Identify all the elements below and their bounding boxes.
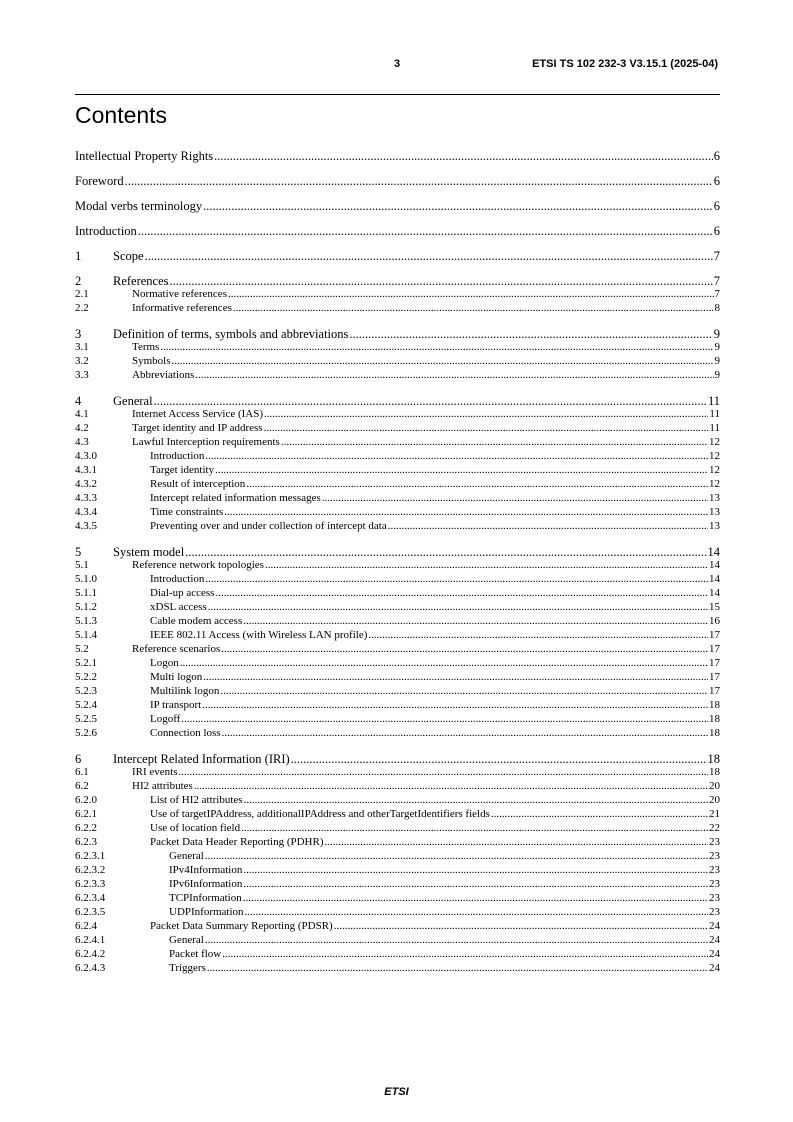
toc-entry-page: 7 — [714, 288, 720, 300]
dot-leader — [205, 850, 708, 862]
toc-entry[interactable] — [75, 492, 720, 504]
toc-entry[interactable] — [75, 369, 720, 381]
toc-entry-page: 6 — [713, 199, 720, 213]
toc-entry-title: IP transport — [150, 699, 202, 711]
dot-leader — [245, 906, 708, 918]
toc-entry-page: 23 — [709, 836, 720, 848]
toc-entry-title: Lawful Interception requirements — [132, 436, 280, 448]
toc-entry[interactable] — [75, 327, 720, 342]
toc-entry-title: Multilink logon — [150, 685, 220, 697]
toc-entry-number: 3.2 — [75, 355, 89, 367]
document-title: ETSI TS 102 232-3 V3.15.1 (2025-04) — [532, 58, 718, 70]
dot-leader — [243, 878, 708, 890]
toc-entry[interactable] — [75, 699, 720, 711]
dot-leader — [172, 355, 714, 367]
footer-logo-text: ETSI — [384, 1086, 409, 1098]
toc-entry[interactable] — [75, 766, 720, 778]
toc-entry-title: Time constraints — [150, 506, 224, 518]
toc-entry-page: 9 — [714, 369, 720, 381]
toc-entry[interactable] — [75, 545, 720, 560]
toc-entry-title: Normative references — [132, 288, 227, 300]
toc-entry-title: TCPInformation — [169, 892, 242, 904]
toc-entry[interactable] — [75, 149, 720, 164]
toc-entry[interactable] — [75, 587, 720, 599]
toc-entry[interactable] — [75, 573, 720, 585]
toc-entry-number: 3.3 — [75, 369, 89, 381]
toc-entry[interactable] — [75, 302, 720, 314]
toc-entry-title: IPv4Information — [169, 864, 243, 876]
toc-entry-number: 6.2 — [75, 780, 89, 792]
dot-leader — [222, 948, 708, 960]
toc-entry-page: 7 — [713, 274, 720, 288]
dot-leader — [224, 506, 708, 518]
toc-entry-number: 4.3.4 — [75, 506, 97, 518]
toc-entry-title: Modal verbs terminology — [75, 199, 203, 213]
toc-entry[interactable] — [75, 892, 720, 904]
toc-entry-title: Introduction — [150, 573, 205, 585]
dot-leader — [138, 224, 713, 239]
toc-entry[interactable] — [75, 408, 720, 420]
toc-entry[interactable] — [75, 727, 720, 739]
toc-entry-title: References — [113, 274, 169, 288]
toc-entry-page: 11 — [709, 422, 720, 434]
toc-entry[interactable] — [75, 478, 720, 490]
dot-leader — [334, 920, 708, 932]
dot-leader — [203, 671, 708, 683]
toc-entry[interactable] — [75, 422, 720, 434]
toc-entry-number: 6.2.3.2 — [75, 864, 106, 876]
dot-leader — [349, 327, 712, 342]
toc-entry-number: 6.2.3.3 — [75, 878, 106, 890]
toc-entry-page: 24 — [709, 920, 720, 932]
toc-entry-page: 13 — [709, 492, 720, 504]
dot-leader — [205, 573, 708, 585]
toc-entry-title: Cable modem access — [150, 615, 243, 627]
toc-entry-page: 18 — [709, 699, 720, 711]
toc-entry-title: Target identity — [150, 464, 215, 476]
toc-entry[interactable] — [75, 643, 720, 655]
toc-entry-number: 4 — [75, 394, 82, 408]
toc-entry-page: 7 — [713, 249, 720, 263]
dot-leader — [215, 464, 708, 476]
dot-leader — [325, 836, 708, 848]
toc-entry[interactable] — [75, 794, 720, 806]
toc-entry-number: 4.3 — [75, 436, 89, 448]
toc-entry[interactable] — [75, 506, 720, 518]
dot-leader — [388, 520, 708, 532]
dot-leader — [202, 699, 708, 711]
toc-entry-page: 24 — [709, 962, 720, 974]
toc-entry-number: 6.2.3 — [75, 836, 97, 848]
toc-entry-title: System model — [113, 545, 185, 559]
toc-entry-number: 4.1 — [75, 408, 89, 420]
toc-entry-number: 1 — [75, 249, 82, 263]
dot-leader — [203, 199, 713, 214]
dot-leader — [233, 302, 714, 314]
toc-entry-number: 5.2.1 — [75, 657, 97, 669]
toc-entry[interactable] — [75, 671, 720, 683]
toc-entry-page: 23 — [709, 864, 720, 876]
dot-leader — [215, 587, 708, 599]
toc-entry-title: Intellectual Property Rights — [75, 149, 214, 163]
toc-entry-number: 6.2.4.3 — [75, 962, 106, 974]
dot-leader — [281, 436, 708, 448]
toc-entry-number: 4.2 — [75, 422, 89, 434]
toc-entry-number: 5.1 — [75, 559, 89, 571]
toc-entry-page: 22 — [709, 822, 720, 834]
toc-entry-title: Logoff — [150, 713, 181, 725]
toc-entry-page: 6 — [713, 174, 720, 188]
toc-entry-number: 5.2.6 — [75, 727, 97, 739]
toc-entry-number: 3.1 — [75, 341, 89, 353]
toc-entry[interactable] — [75, 878, 720, 890]
toc-entry-page: 9 — [713, 327, 720, 341]
toc-entry-title: Intercept Related Information (IRI) — [113, 752, 290, 766]
toc-entry-number: 6.2.4.1 — [75, 934, 106, 946]
toc-entry-number: 6.2.4 — [75, 920, 97, 932]
toc-entry-title: Terms — [132, 341, 160, 353]
toc-entry-number: 5 — [75, 545, 82, 559]
toc-entry-title: Dial-up access — [150, 587, 215, 599]
toc-entry[interactable] — [75, 394, 720, 409]
toc-entry-page: 20 — [709, 780, 720, 792]
dot-leader — [145, 249, 713, 264]
toc-entry-number: 5.2.5 — [75, 713, 97, 725]
toc-entry[interactable] — [75, 962, 720, 974]
toc-entry-page: 12 — [709, 464, 720, 476]
toc-entry[interactable] — [75, 713, 720, 725]
toc-entry-title: Packet flow — [169, 948, 222, 960]
toc-entry[interactable] — [75, 864, 720, 876]
toc-entry[interactable] — [75, 199, 720, 214]
toc-entry[interactable] — [75, 934, 720, 946]
toc-entry-number: 6.1 — [75, 766, 89, 778]
toc-entry-number: 4.3.0 — [75, 450, 97, 462]
toc-entry[interactable] — [75, 601, 720, 613]
toc-entry-number: 5.1.1 — [75, 587, 97, 599]
toc-entry-title: Reference scenarios — [132, 643, 221, 655]
toc-entry-title: Introduction — [150, 450, 205, 462]
dot-leader — [368, 629, 708, 641]
toc-entry-number: 6.2.1 — [75, 808, 97, 820]
toc-entry-page: 11 — [709, 408, 720, 420]
dot-leader — [243, 615, 708, 627]
toc-entry-page: 14 — [709, 587, 720, 599]
toc-entry-title: IRI events — [132, 766, 178, 778]
toc-entry-number: 6.2.0 — [75, 794, 97, 806]
toc-entry-title: HI2 attributes — [132, 780, 193, 792]
toc-entry-title: Intercept related information messages — [150, 492, 321, 504]
dot-leader — [125, 174, 713, 189]
toc-entry[interactable] — [75, 822, 720, 834]
toc-entry[interactable] — [75, 464, 720, 476]
toc-entry-number: 2.1 — [75, 288, 89, 300]
toc-entry-number: 4.3.2 — [75, 478, 97, 490]
toc-entry-page: 18 — [707, 752, 720, 766]
dot-leader — [265, 559, 708, 571]
dot-leader — [243, 864, 708, 876]
dot-leader — [291, 752, 707, 767]
toc-entry-page: 15 — [709, 601, 720, 613]
toc-entry-title: Triggers — [169, 962, 206, 974]
dot-leader — [241, 822, 708, 834]
toc-entry-number: 6.2.3.4 — [75, 892, 106, 904]
toc-entry[interactable] — [75, 906, 720, 918]
toc-entry-number: 5.1.2 — [75, 601, 97, 613]
dot-leader — [264, 422, 709, 434]
toc-entry[interactable] — [75, 657, 720, 669]
toc-entry-title: General — [169, 850, 204, 862]
toc-entry-page: 9 — [714, 341, 720, 353]
toc-entry[interactable] — [75, 341, 720, 353]
toc-entry-page: 14 — [709, 559, 720, 571]
dot-leader — [195, 369, 713, 381]
toc-entry-page: 13 — [709, 506, 720, 518]
toc-entry-page: 21 — [709, 808, 720, 820]
toc-entry-page: 6 — [713, 149, 720, 163]
toc-entry-page: 12 — [709, 450, 720, 462]
toc-entry-page: 12 — [709, 478, 720, 490]
toc-entry-title: Logon — [150, 657, 179, 669]
toc-entry-title: General — [169, 934, 204, 946]
toc-entry-title: General — [113, 394, 153, 408]
toc-entry-page: 23 — [709, 906, 720, 918]
toc-entry-title: Use of location field — [150, 822, 241, 834]
toc-entry-title: Packet Data Header Reporting (PDHR) — [150, 836, 324, 848]
toc-entry-title: xDSL access — [150, 601, 207, 613]
toc-entry-title: Result of interception — [150, 478, 246, 490]
toc-entry-title: Multi logon — [150, 671, 203, 683]
toc-entry-page: 12 — [709, 436, 720, 448]
toc-entry[interactable] — [75, 355, 720, 367]
dot-leader — [194, 780, 708, 792]
toc-entry-number: 5.2.4 — [75, 699, 97, 711]
toc-entry-page: 9 — [714, 355, 720, 367]
dot-leader — [246, 478, 708, 490]
toc-entry-title: Informative references — [132, 302, 232, 314]
toc-entry-number: 3 — [75, 327, 82, 341]
toc-entry-page: 17 — [709, 657, 720, 669]
toc-entry[interactable] — [75, 615, 720, 627]
toc-entry-page: 11 — [707, 394, 720, 408]
dot-leader — [222, 727, 708, 739]
dot-leader — [264, 408, 708, 420]
dot-leader — [322, 492, 708, 504]
toc-entry[interactable] — [75, 174, 720, 189]
toc-entry-number: 5.2 — [75, 643, 89, 655]
toc-entry-title: Scope — [113, 249, 144, 263]
toc-entry-number: 4.3.5 — [75, 520, 97, 532]
toc-entry-title: Packet Data Summary Reporting (PDSR) — [150, 920, 333, 932]
toc-entry-page: 17 — [709, 685, 720, 697]
toc-entry[interactable] — [75, 249, 720, 264]
toc-entry-title: Introduction — [75, 224, 137, 238]
toc-entry-number: 5.1.0 — [75, 573, 97, 585]
toc-entry-page: 17 — [709, 643, 720, 655]
toc-entry-title: Foreword — [75, 174, 124, 188]
toc-entry[interactable] — [75, 948, 720, 960]
dot-leader — [154, 394, 707, 409]
contents-heading: Contents — [75, 102, 168, 128]
toc-entry-page: 18 — [709, 766, 720, 778]
toc-entry-page: 24 — [709, 948, 720, 960]
toc-entry[interactable] — [75, 850, 720, 862]
toc-entry-number: 4.3.3 — [75, 492, 97, 504]
toc-entry-page: 24 — [709, 934, 720, 946]
dot-leader — [181, 713, 708, 725]
toc-entry[interactable] — [75, 836, 720, 848]
toc-entry-page: 17 — [709, 671, 720, 683]
toc-entry-number: 4.3.1 — [75, 464, 97, 476]
dot-leader — [214, 149, 713, 164]
toc-entry-page: 18 — [709, 713, 720, 725]
dot-leader — [179, 766, 708, 778]
toc-entry-title: Preventing over and under collection of intercept data — [150, 520, 387, 532]
page-number: 3 — [393, 58, 401, 70]
toc-entry-title: IPv6Information — [169, 878, 243, 890]
dot-leader — [228, 288, 714, 300]
dot-leader — [180, 657, 708, 669]
toc-entry-title: Use of targetIPAddress, additionalIPAddress and otherTargetIdentifiers fields — [150, 808, 490, 820]
dot-leader — [160, 341, 713, 353]
toc-entry-page: 16 — [709, 615, 720, 627]
toc-entry[interactable] — [75, 808, 720, 820]
toc-entry-page: 23 — [709, 878, 720, 890]
toc-entry[interactable] — [75, 559, 720, 571]
toc-entry[interactable] — [75, 288, 720, 300]
toc-entry-page: 17 — [709, 629, 720, 641]
toc-entry-number: 5.2.3 — [75, 685, 97, 697]
toc-entry-title: Target identity and IP address — [132, 422, 263, 434]
toc-entry-number: 5.1.3 — [75, 615, 97, 627]
dot-leader — [208, 601, 708, 613]
dot-leader — [221, 643, 708, 655]
dot-leader — [205, 934, 708, 946]
toc-entry-page: 13 — [709, 520, 720, 532]
toc-entry-page: 14 — [709, 573, 720, 585]
toc-entry-page: 8 — [714, 302, 720, 314]
dot-leader — [185, 545, 706, 560]
toc-entry[interactable] — [75, 920, 720, 932]
toc-entry-title: Internet Access Service (IAS) — [132, 408, 264, 420]
toc-entry[interactable] — [75, 436, 720, 448]
toc-entry[interactable] — [75, 629, 720, 641]
toc-entry-page: 23 — [709, 850, 720, 862]
dot-leader — [244, 794, 708, 806]
toc-entry-number: 5.1.4 — [75, 629, 97, 641]
dot-leader — [491, 808, 708, 820]
toc-entry-number: 6.2.2 — [75, 822, 97, 834]
toc-entry-title: IEEE 802.11 Access (with Wireless LAN profile) — [150, 629, 368, 641]
toc-entry-number: 6 — [75, 752, 82, 766]
toc-entry-page: 23 — [709, 892, 720, 904]
toc-entry-title: List of HI2 attributes — [150, 794, 243, 806]
toc-entry-page: 14 — [707, 545, 720, 559]
toc-entry-page: 20 — [709, 794, 720, 806]
toc-entry-title: Symbols — [132, 355, 171, 367]
dot-leader — [243, 892, 708, 904]
toc-entry[interactable] — [75, 752, 720, 767]
dot-leader — [170, 274, 713, 289]
toc-entry-number: 2.2 — [75, 302, 89, 314]
toc-entry[interactable] — [75, 780, 720, 792]
toc-entry-page: 18 — [709, 727, 720, 739]
toc-entry[interactable] — [75, 274, 720, 289]
toc-entry-number: 6.2.3.1 — [75, 850, 106, 862]
toc-entry[interactable] — [75, 685, 720, 697]
toc-entry-number: 5.2.2 — [75, 671, 97, 683]
toc-entry-title: Reference network topologies — [132, 559, 264, 571]
toc-entry[interactable] — [75, 520, 720, 532]
toc-entry[interactable] — [75, 224, 720, 239]
dot-leader — [207, 962, 708, 974]
toc-entry[interactable] — [75, 450, 720, 462]
toc-entry-title: Connection loss — [150, 727, 221, 739]
toc-entry-page: 6 — [713, 224, 720, 238]
toc-entry-number: 6.2.3.5 — [75, 906, 106, 918]
toc-entry-number: 6.2.4.2 — [75, 948, 106, 960]
toc-entry-number: 2 — [75, 274, 82, 288]
dot-leader — [205, 450, 708, 462]
dot-leader — [220, 685, 708, 697]
toc-entry-title: Definition of terms, symbols and abbreviations — [113, 327, 349, 341]
toc-entry-title: Abbreviations — [132, 369, 195, 381]
toc-entry-title: UDPInformation — [169, 906, 244, 918]
